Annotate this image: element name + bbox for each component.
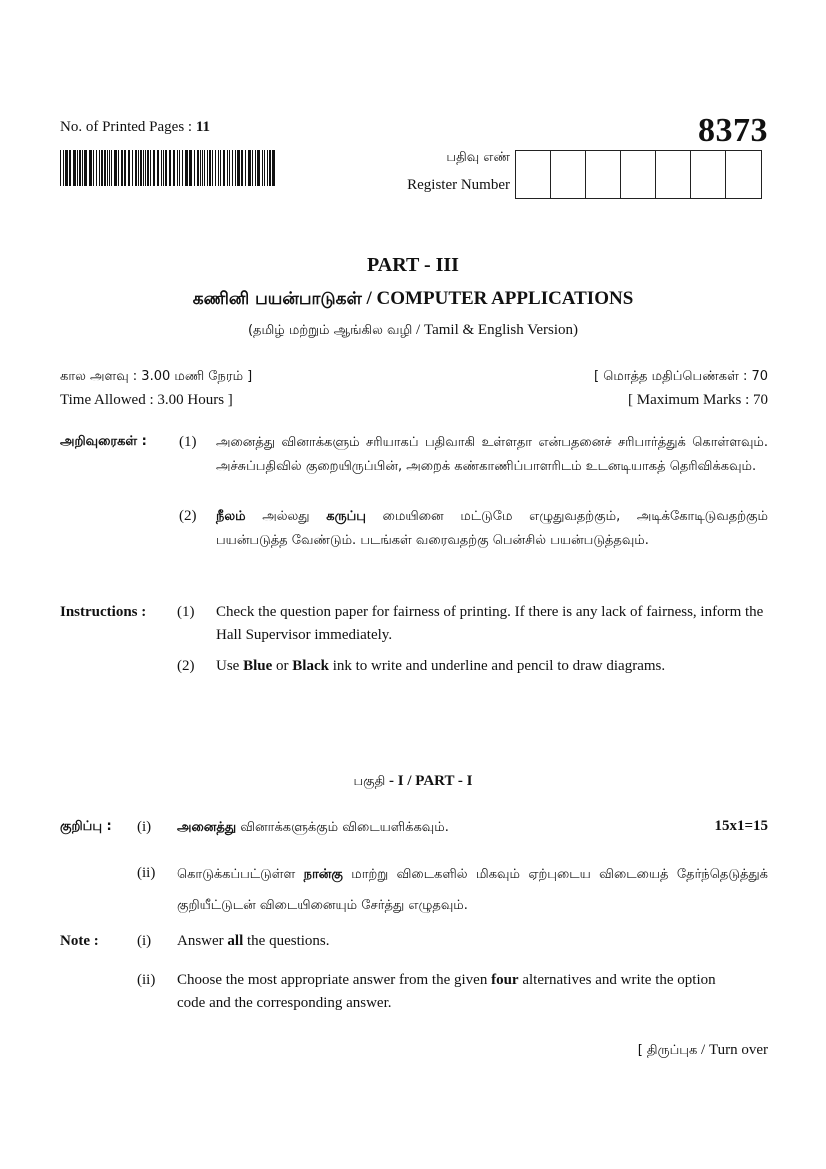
barcode-bar bbox=[267, 150, 268, 186]
register-box[interactable] bbox=[691, 151, 726, 198]
instructions-heading-english: Instructions : bbox=[60, 604, 147, 620]
en-note-i-number: (i) bbox=[137, 933, 152, 949]
printed-pages-label: No. of Printed Pages : bbox=[60, 119, 193, 135]
register-label-tamil: பதிவு எண் bbox=[446, 150, 510, 165]
en-note-ii-four: four bbox=[491, 972, 519, 988]
barcode-bar bbox=[245, 150, 246, 186]
en-instruction-2-text bbox=[216, 655, 772, 678]
register-box[interactable] bbox=[656, 151, 691, 198]
barcode-bar bbox=[109, 150, 110, 186]
barcode-bar bbox=[202, 150, 203, 186]
max-marks-english: [ Maximum Marks : 70 bbox=[628, 392, 768, 408]
barcode-bar bbox=[232, 150, 233, 186]
barcode-bar bbox=[161, 150, 162, 186]
time-allowed-english: Time Allowed : 3.00 Hours ] bbox=[60, 392, 233, 408]
barcode-bar bbox=[252, 150, 253, 186]
barcode-bar bbox=[96, 150, 97, 186]
en-instruction-2-blue: Blue bbox=[243, 658, 273, 674]
subject-title-tamil: கணினி பயன்பாடுகள் bbox=[192, 289, 362, 309]
register-label-english: Register Number bbox=[407, 177, 510, 193]
ta-note-ii-four: நான்கு bbox=[303, 867, 343, 882]
barcode-bar bbox=[147, 150, 149, 186]
turn-over-tamil: [ திருப்புக bbox=[637, 1043, 698, 1058]
en-note-i-b: the questions. bbox=[247, 933, 330, 949]
barcode-bar bbox=[197, 150, 199, 186]
en-instruction-2-c: ink to write and underline and pencil to draw diagrams. bbox=[332, 658, 666, 674]
version-english: / Tamil & English Version) bbox=[416, 322, 579, 338]
max-marks-tamil bbox=[594, 368, 768, 385]
ta-note-i-text bbox=[177, 816, 657, 840]
en-note-i-a: Answer bbox=[177, 933, 224, 949]
barcode-bar bbox=[84, 150, 87, 186]
register-box[interactable] bbox=[586, 151, 621, 198]
register-box[interactable] bbox=[621, 151, 656, 198]
barcode-bar bbox=[153, 150, 155, 186]
barcode-bar bbox=[111, 150, 112, 186]
barcode-bar bbox=[248, 150, 251, 186]
barcode-bar bbox=[89, 150, 92, 186]
ta-note-ii-a: கொடுக்கப்பட்டுள்ள bbox=[177, 867, 296, 882]
barcode-bar bbox=[82, 150, 83, 186]
barcode-bar bbox=[264, 150, 265, 186]
version-line bbox=[0, 322, 826, 339]
barcode-bar bbox=[77, 150, 78, 186]
ta-note-i-all: அனைத்து bbox=[177, 820, 237, 835]
subject-title-english: / COMPUTER APPLICATIONS bbox=[366, 288, 634, 309]
ta-instruction-1-number: (1) bbox=[179, 434, 197, 450]
barcode-bar bbox=[229, 150, 230, 186]
barcode-bar bbox=[99, 150, 100, 186]
section-title-tamil: பகுதி bbox=[353, 774, 386, 789]
barcode-bar bbox=[169, 150, 171, 186]
ta-instruction-2-number: (2) bbox=[179, 508, 197, 524]
register-box[interactable] bbox=[516, 151, 551, 198]
barcode-bar bbox=[79, 150, 81, 186]
barcode-bar bbox=[132, 150, 133, 186]
register-box[interactable] bbox=[551, 151, 586, 198]
barcode-bar bbox=[272, 150, 275, 186]
barcode-bar bbox=[135, 150, 137, 186]
barcode-bar bbox=[104, 150, 106, 186]
ta-instruction-2-black: கருப்பு bbox=[326, 509, 366, 524]
paper-code: 8373 bbox=[698, 112, 768, 149]
en-note-ii-number: (ii) bbox=[137, 972, 156, 988]
en-note-i-text bbox=[177, 930, 768, 953]
barcode-bar bbox=[73, 150, 76, 186]
en-instruction-2-or: or bbox=[276, 658, 289, 674]
barcode-bar bbox=[212, 150, 213, 186]
barcode-bar bbox=[114, 150, 117, 186]
ta-instruction-2-text bbox=[216, 505, 768, 553]
barcode-bar bbox=[255, 150, 256, 186]
barcode-bar bbox=[209, 150, 211, 186]
en-instruction-1-text: Check the question paper for fairness of printing. If there is any lack of fairness, inform the Hall Supervisor immediately. bbox=[216, 604, 764, 643]
barcode-bar bbox=[194, 150, 195, 186]
printed-pages bbox=[60, 119, 210, 136]
barcode-bar bbox=[204, 150, 205, 186]
barcode-bar bbox=[150, 150, 151, 186]
barcode-bar bbox=[185, 150, 188, 186]
ta-instruction-2-blue: நீலம் bbox=[216, 509, 246, 524]
barcode-bar bbox=[140, 150, 142, 186]
ta-note-i-rest: வினாக்களுக்கும் விடையளிக்கவும். bbox=[240, 820, 449, 835]
barcode-bar bbox=[223, 150, 225, 186]
barcode-bar bbox=[107, 150, 108, 186]
barcode-bar bbox=[173, 150, 175, 186]
time-allowed-tamil-text: கால அளவு : 3.00 மணி நேரம் ] bbox=[60, 369, 253, 384]
barcode-bar bbox=[118, 150, 119, 186]
turn-over bbox=[638, 1042, 768, 1059]
en-instruction-2-black: Black bbox=[292, 658, 329, 674]
barcode-bar bbox=[145, 150, 146, 186]
part-title: PART - III bbox=[367, 254, 459, 276]
barcode-bar bbox=[63, 150, 64, 186]
barcode-bar bbox=[60, 150, 61, 186]
barcode-bar bbox=[128, 150, 130, 186]
barcode-bar bbox=[189, 150, 192, 186]
barcode-bar bbox=[200, 150, 201, 186]
barcode-bar bbox=[237, 150, 240, 186]
barcode-image bbox=[60, 150, 275, 186]
barcode-bar bbox=[143, 150, 144, 186]
barcode-bar bbox=[124, 150, 126, 186]
note-heading-tamil: குறிப்பு : bbox=[60, 819, 112, 834]
barcode-bar bbox=[138, 150, 139, 186]
ta-instruction-1-text: அனைத்து வினாக்களும் சரியாகப் பதிவாகி உள்ளதா என்பதனைச் சரிபார்த்துக் கொள்ளவும். அச்சுப்பதிவில் குறையிருப்பின், அறைக் கண்காணிப்பாளரிடம் உடனடியாகத் தெரிவிக்கவும். bbox=[216, 435, 768, 474]
instructions-heading-tamil: அறிவுரைகள் : bbox=[60, 434, 147, 449]
barcode-bar bbox=[241, 150, 243, 186]
register-box[interactable] bbox=[726, 151, 761, 198]
barcode-bar bbox=[101, 150, 103, 186]
ta-note-ii-text bbox=[177, 859, 768, 921]
barcode-bar bbox=[220, 150, 221, 186]
ta-instruction-2-rest: மையினை மட்டுமே எழுதுவதற்கும், அடிக்கோடிடுவதற்கும் பயன்படுத்த வேண்டும். படங்கள் வரைவதற்கு பென்சில் பயன்படுத்தவும். bbox=[216, 509, 768, 548]
printed-pages-value: 11 bbox=[195, 119, 211, 135]
barcode-bar bbox=[215, 150, 216, 186]
note-heading-english: Note : bbox=[60, 933, 99, 949]
en-note-ii-b: alternatives and write the option code and the corresponding answer. bbox=[177, 972, 716, 1011]
time-allowed-tamil bbox=[60, 368, 252, 385]
section-score: 15x1=15 bbox=[714, 818, 768, 834]
barcode-bar bbox=[165, 150, 167, 186]
subject-title bbox=[0, 288, 826, 311]
barcode-bar bbox=[207, 150, 208, 186]
barcode-bar bbox=[179, 150, 180, 186]
ta-instruction-2-or: அல்லது bbox=[262, 509, 310, 524]
section-title bbox=[0, 773, 826, 790]
barcode-bar bbox=[257, 150, 260, 186]
version-tamil: (தமிழ் மற்றும் ஆங்கில வழி bbox=[247, 323, 413, 338]
ta-note-i-number: (i) bbox=[137, 819, 152, 835]
barcode-bar bbox=[227, 150, 228, 186]
en-note-i-all: all bbox=[227, 933, 244, 949]
barcode-bar bbox=[65, 150, 68, 186]
section-title-english: - I / PART - I bbox=[389, 773, 473, 789]
en-instruction-2-number: (2) bbox=[177, 658, 195, 674]
en-note-ii-a: Choose the most appropriate answer from the given bbox=[177, 972, 488, 988]
barcode-bar bbox=[93, 150, 94, 186]
barcode-bar bbox=[121, 150, 123, 186]
barcode-bar bbox=[177, 150, 178, 186]
barcode-bar bbox=[69, 150, 71, 186]
register-number-boxes bbox=[515, 150, 762, 199]
barcode-bar bbox=[163, 150, 164, 186]
en-note-ii-text bbox=[177, 969, 737, 1015]
barcode-bar bbox=[235, 150, 236, 186]
en-instruction-2-a: Use bbox=[216, 658, 240, 674]
barcode-bar bbox=[262, 150, 263, 186]
ta-note-ii-b: மாற்று விடைகளில் மிகவும் ஏற்புடைய விடையைத் தேர்ந்தெடுத்துக் குறியீட்டுடன் விடையினையும் சேர்த்து எழுதவும். bbox=[177, 867, 768, 913]
turn-over-english: / Turn over bbox=[701, 1042, 768, 1058]
ta-note-ii-number: (ii) bbox=[137, 865, 156, 881]
en-instruction-1-number: (1) bbox=[177, 604, 195, 620]
max-marks-tamil-text: [ மொத்த மதிப்பெண்கள் : 70 bbox=[594, 369, 768, 384]
barcode-bar bbox=[157, 150, 159, 186]
barcode-bar bbox=[218, 150, 219, 186]
barcode-bar bbox=[269, 150, 271, 186]
barcode-bar bbox=[182, 150, 183, 186]
